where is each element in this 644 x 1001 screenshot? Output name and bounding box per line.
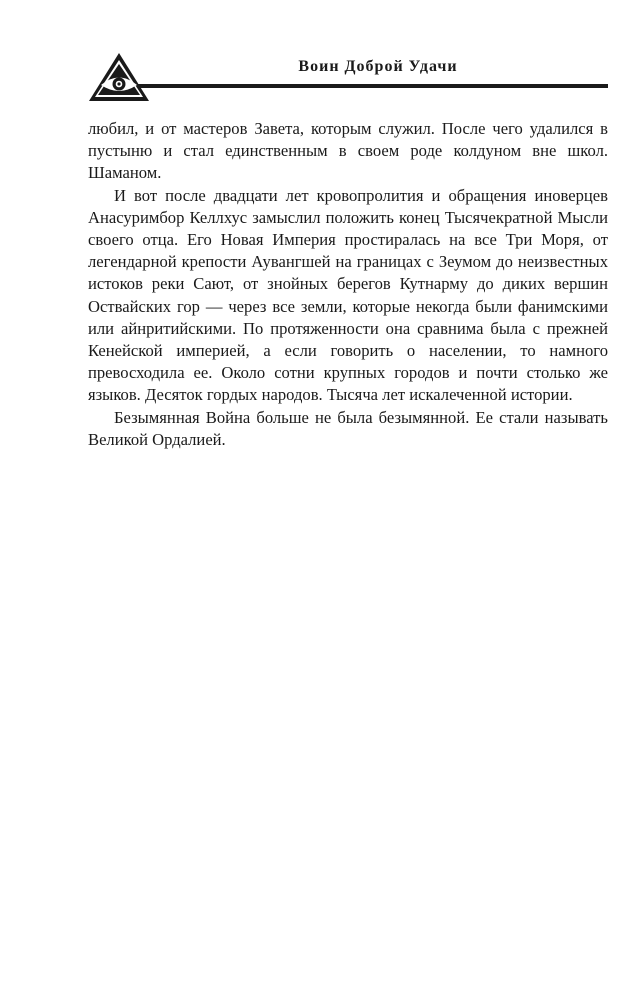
running-title: Воин Доброй Удачи xyxy=(298,58,458,75)
page-header xyxy=(88,52,608,102)
header-rule xyxy=(138,84,608,88)
paragraph-1: любил, и от мастеров Завета, которым служил. После чего удалился в пустыню и стал единственным в своем роде колдуном вне школ. Шаманом. xyxy=(88,119,608,183)
paragraph-2: И вот после двадцати лет кровопролития и обращения иноверцев Анасуримбор Келлхус замыслил положить конец Тысячекратной Мысли своего отца. Его Новая Империя простиралась на все Три Моря, от легендарной крепости Аувангшей на границах с Зеумом до неизвестных истоков реки Сают, от знойных берегов Кутнарму до диких вершин Оствайских гор — через все земли, которые некогда были фанимскими или айнритийскими. По протяженности она сравнима была с прежней Кенейской империей, а если говорить о населении, то намного превосходила ее. Около сотни крупных городов и почти столько же языков. Десяток гордых народов. Тысяча лет искалеченной истории. xyxy=(88,185,608,405)
body-text xyxy=(88,118,608,451)
paragraph-3: Безымянная Война больше не была безымянной. Ее стали называть Великой Ордалией. xyxy=(88,407,608,449)
